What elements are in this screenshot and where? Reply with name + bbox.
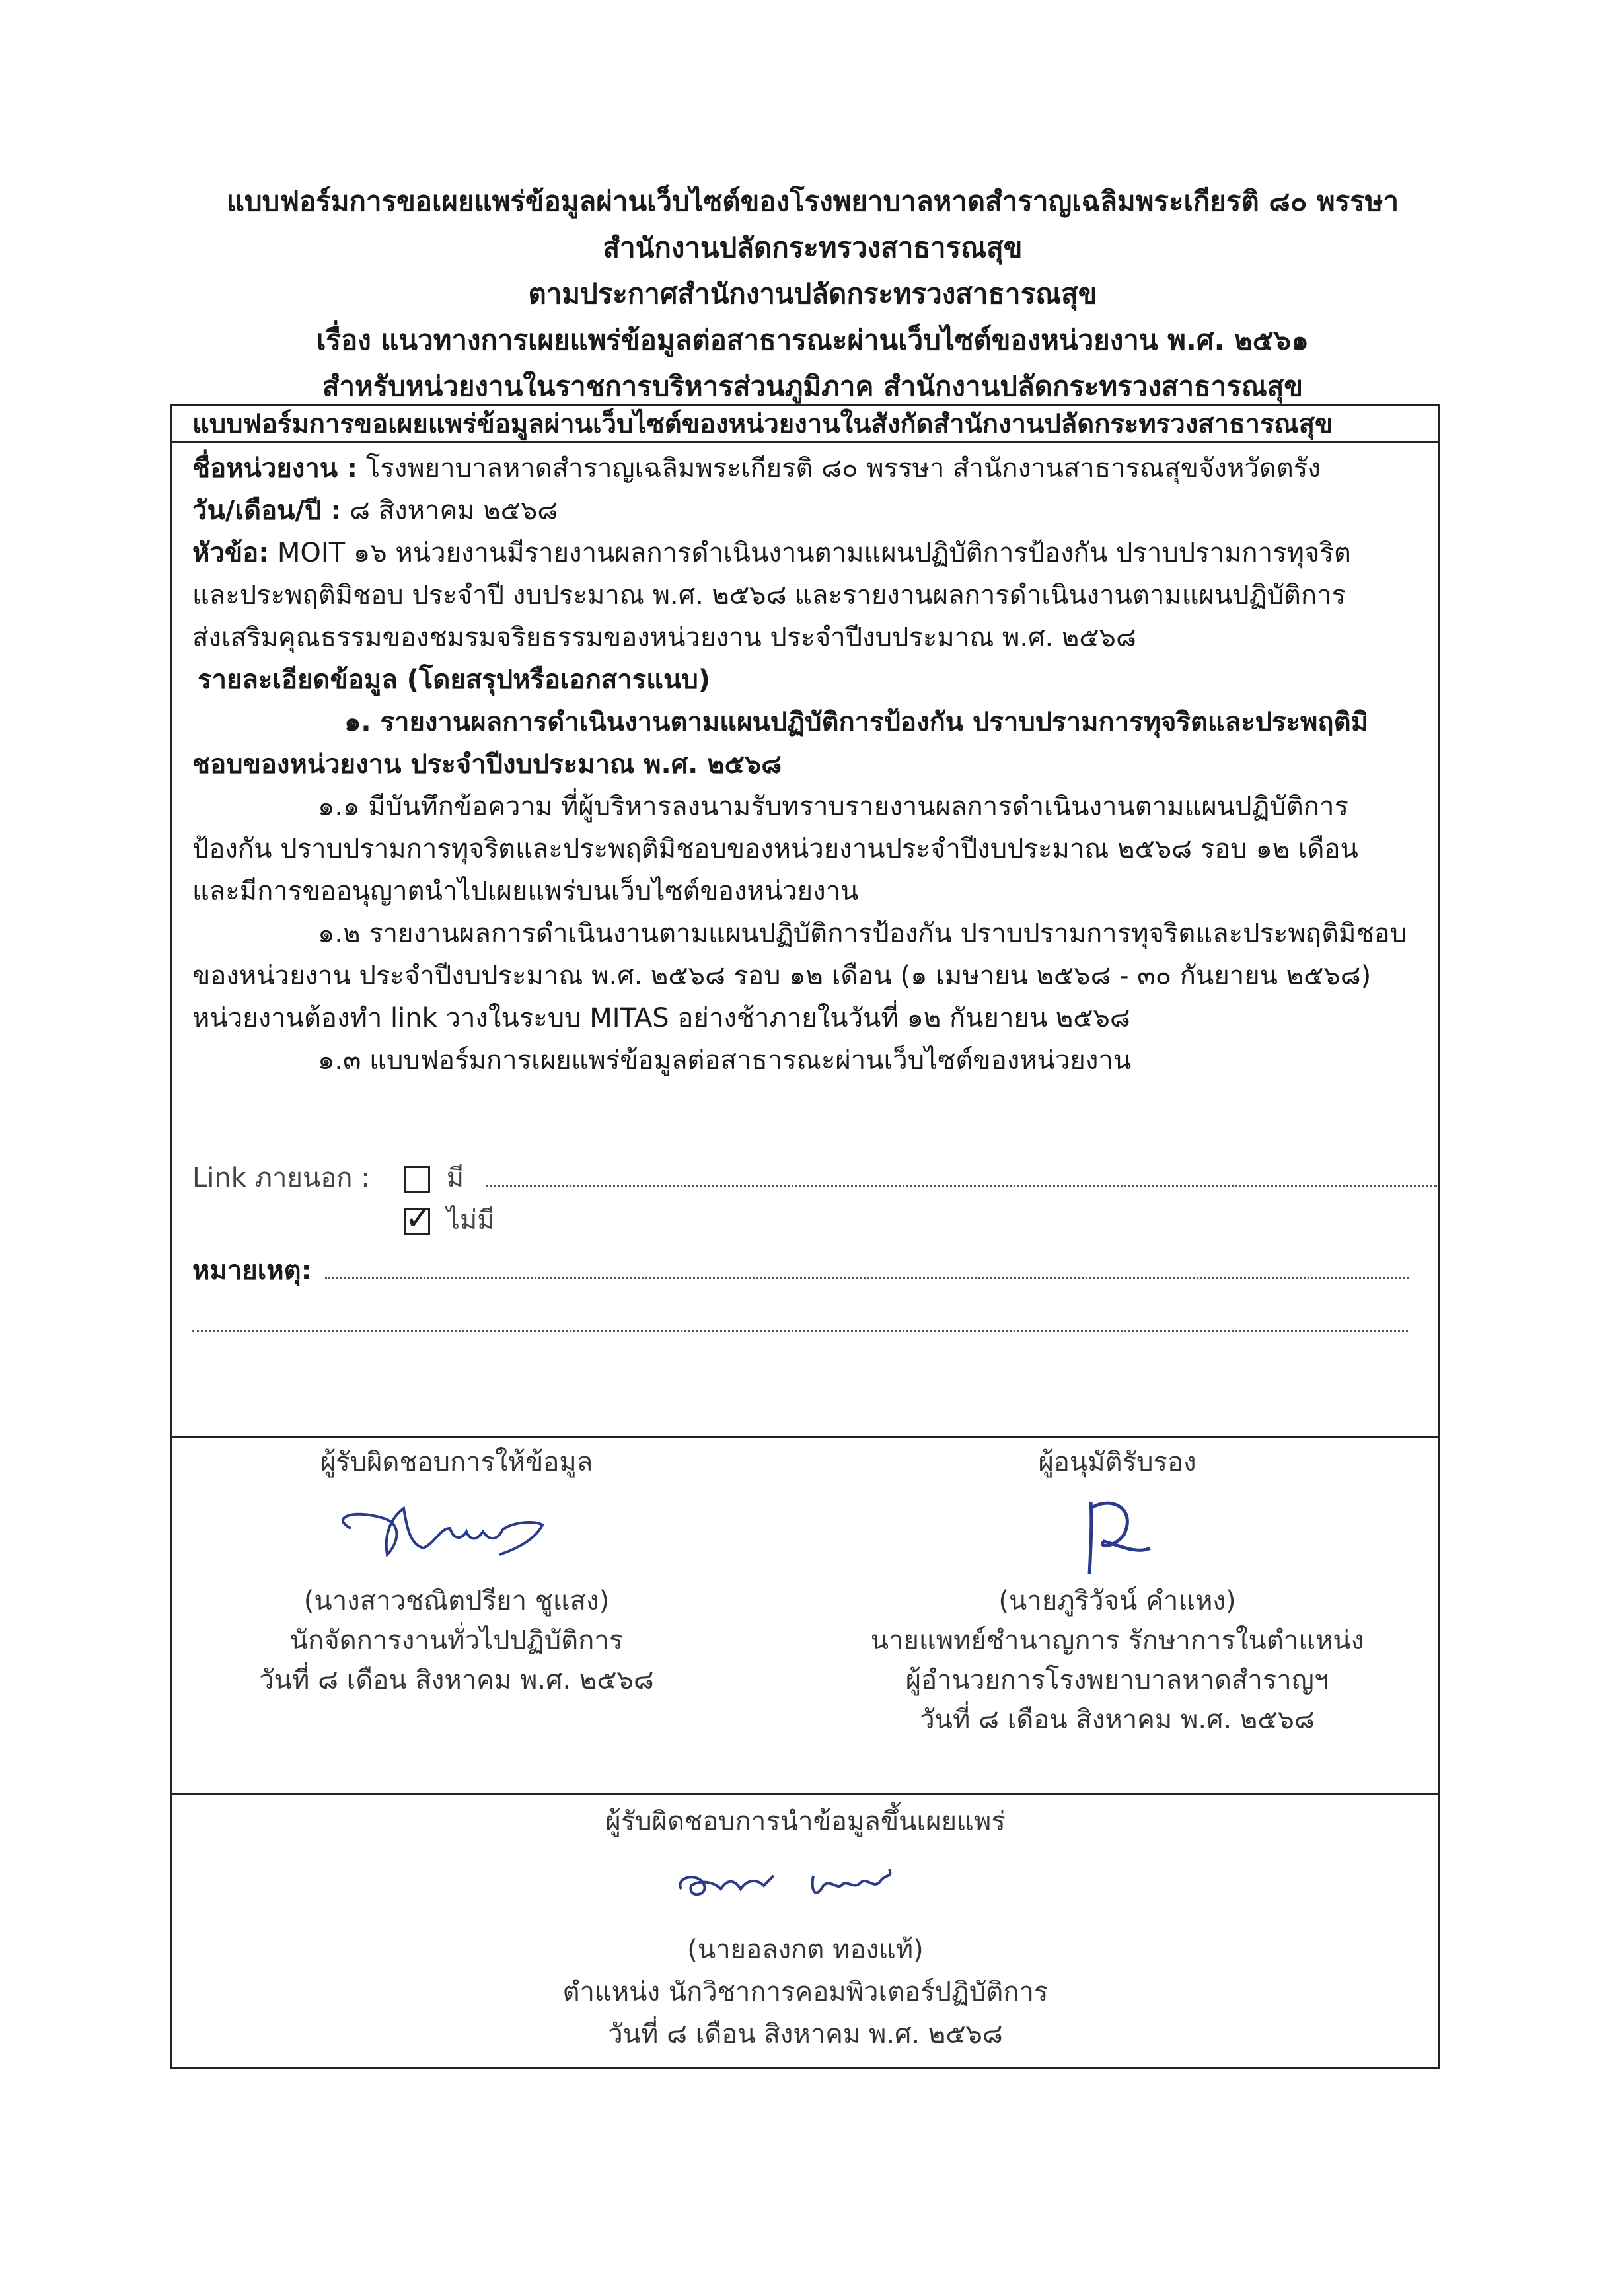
form-details <box>192 447 1421 1082</box>
item12-line-3: หน่วยงานต้องทำ link วางในระบบ MITAS อย่างช้าภายในวันที่ ๑๒ กันยายน ๒๕๖๘ <box>192 1003 1130 1033</box>
remark-dotted-line-1 <box>325 1257 1409 1279</box>
header-subject-line: เรื่อง แนวทางการเผยแพร่ข้อมูลต่อสาธารณะผ่านเว็บไซต์ของหน่วยงาน พ.ศ. ๒๕๖๑ <box>316 324 1309 356</box>
approver-heading: ผู้อนุมัติรับรอง <box>1038 1447 1197 1477</box>
signature-image-right <box>846 1482 1388 1581</box>
item11-line-3: และมีการขออนุญาตนำไปเผยแพร่บนเว็บไซต์ของหน่วยงาน <box>192 876 859 907</box>
item11-line-1: ๑.๑ มีบันทึกข้อความ ที่ผู้บริหารลงนามรับทราบรายงานผลการดำเนินงานตามแผนปฏิบัติการ <box>318 792 1348 822</box>
publisher-date: วันที่ ๘ เดือน สิงหาคม พ.ศ. ๒๕๖๘ <box>608 2019 1003 2050</box>
signature-image-left <box>212 1482 701 1581</box>
header-announcement-line: ตามประกาศสำนักงานปลัดกระทรวงสาธารณสุข <box>528 278 1097 310</box>
header-title-line: แบบฟอร์มการขอเผยแพร่ข้อมูลผ่านเว็บไซต์ของโรงพยาบาลหาดสำราญเฉลิมพระเกียรติ ๘๐ พรรษา <box>226 185 1399 217</box>
item11-line-2: ป้องกัน ปราบปรามการทุจริตและประพฤติมิชอบของหน่วยงานประจำปีงบประมาณ ๒๕๖๘ รอบ ๑๒ เดือน <box>192 834 1358 864</box>
remark-label: หมายเหตุ: <box>192 1255 312 1286</box>
date-label: วัน/เดือน/ปี : <box>192 496 342 526</box>
link-dotted-line <box>486 1165 1437 1187</box>
publisher-divider <box>172 1793 1438 1795</box>
date-value: ๘ สิงหาคม ๒๕๖๘ <box>350 496 558 526</box>
option-no-label: ไม่มี <box>446 1205 495 1236</box>
checkbox-no[interactable]: ✓ <box>404 1199 433 1238</box>
document-header <box>165 178 1460 410</box>
checkbox-yes[interactable] <box>404 1166 430 1193</box>
agency-value: โรงพยาบาลหาดสำราญเฉลิมพระเกียรติ ๘๐ พรรษา สำนักงานสาธารณสุขจังหวัดตรัง <box>365 453 1321 484</box>
responsible-heading: ผู้รับผิดชอบการให้ข้อมูล <box>320 1447 593 1477</box>
approver-signature-block <box>846 1442 1388 1740</box>
responsible-signature-block <box>212 1442 701 1700</box>
form-box <box>170 404 1440 2069</box>
topic-line-3: ส่งเสริมคุณธรรมของชมรมจริยธรรมของหน่วยงาน ประจำปีงบประมาณ พ.ศ. ๒๕๖๘ <box>192 622 1136 653</box>
topic-line-2: และประพฤติมิชอบ ประจำปี งบประมาณ พ.ศ. ๒๕๖๘ และรายงานผลการดำเนินงานตามแผนปฏิบัติการ <box>192 580 1346 611</box>
form-title: แบบฟอร์มการขอเผยแพร่ข้อมูลผ่านเว็บไซต์ของหน่วยงานในสังกัดสำนักงานปลัดกระทรวงสาธารณสุข <box>172 406 1438 443</box>
item13-line-1: ๑.๓ แบบฟอร์มการเผยแพร่ข้อมูลต่อสาธารณะผ่านเว็บไซต์ของหน่วยงาน <box>318 1045 1132 1076</box>
approver-date: วันที่ ๘ เดือน สิงหาคม พ.ศ. ๒๕๖๘ <box>920 1705 1315 1735</box>
remark-section <box>192 1249 1421 1339</box>
item1-line-1: ๑. รายงานผลการดำเนินงานตามแผนปฏิบัติการป้องกัน ปราบปรามการทุจริตและประพฤติมิ <box>344 707 1368 737</box>
external-link-section <box>192 1156 1421 1249</box>
item12-line-1: ๑.๒ รายงานผลการดำเนินงานตามแผนปฏิบัติการป้องกัน ปราบปรามการทุจริตและประพฤติมิชอบ <box>318 918 1407 949</box>
publisher-name: (นายอลงกต ทองแท้) <box>687 1935 924 1965</box>
publisher-position: ตำแหน่ง นักวิชาการคอมพิวเตอร์ปฏิบัติการ <box>562 1977 1049 2007</box>
publisher-signature-block <box>172 1800 1438 2055</box>
detail-label: รายละเอียดข้อมูล (โดยสรุปหรือเอกสารแนบ) <box>198 665 711 695</box>
publisher-heading: ผู้รับผิดชอบการนำข้อมูลขึ้นเผยแพร่ <box>605 1806 1006 1837</box>
item12-line-2: ของหน่วยงาน ประจำปีงบประมาณ พ.ศ. ๒๕๖๘ รอบ ๑๒ เดือน (๑ เมษายน ๒๕๖๘ - ๓๐ กันยายน ๒๕๖๘) <box>192 961 1372 991</box>
option-yes-label: มี <box>446 1163 464 1193</box>
item1-line-2: ชอบของหน่วยงาน ประจำปีงบประมาณ พ.ศ. ๒๕๖๘ <box>192 749 782 780</box>
link-label: Link ภายนอก : <box>192 1163 370 1193</box>
topic-label: หัวข้อ: <box>192 538 270 568</box>
header-scope-line: สำหรับหน่วยงานในราชการบริหารส่วนภูมิภาค สำนักงานปลัดกระทรวงสาธารณสุข <box>322 370 1304 402</box>
approver-name: (นายภูริวัจน์ คำแหง) <box>998 1586 1236 1616</box>
signature-image-bottom <box>172 1843 1438 1929</box>
header-office-line: สำนักงานปลัดกระทรวงสาธารณสุข <box>603 231 1023 264</box>
topic-line-1: MOIT ๑๖ หน่วยงานมีรายงานผลการดำเนินงานตามแผนปฏิบัติการป้องกัน ปราบปรามการทุจริต <box>277 538 1351 568</box>
signature-divider <box>172 1436 1438 1438</box>
responsible-name: (นางสาวชณิตปรียา ชูแสง) <box>303 1586 610 1616</box>
approver-position-2: ผู้อำนวยการโรงพยาบาลหาดสำราญฯ <box>905 1665 1329 1695</box>
responsible-position: นักจัดการงานทั่วไปปฏิบัติการ <box>289 1625 624 1656</box>
remark-dotted-line-2 <box>192 1310 1408 1332</box>
approver-position-1: นายแพทย์ชำนาญการ รักษาการในตำแหน่ง <box>870 1625 1364 1656</box>
responsible-date: วันที่ ๘ เดือน สิงหาคม พ.ศ. ๒๕๖๘ <box>259 1665 654 1695</box>
agency-label: ชื่อหน่วยงาน : <box>192 453 358 484</box>
